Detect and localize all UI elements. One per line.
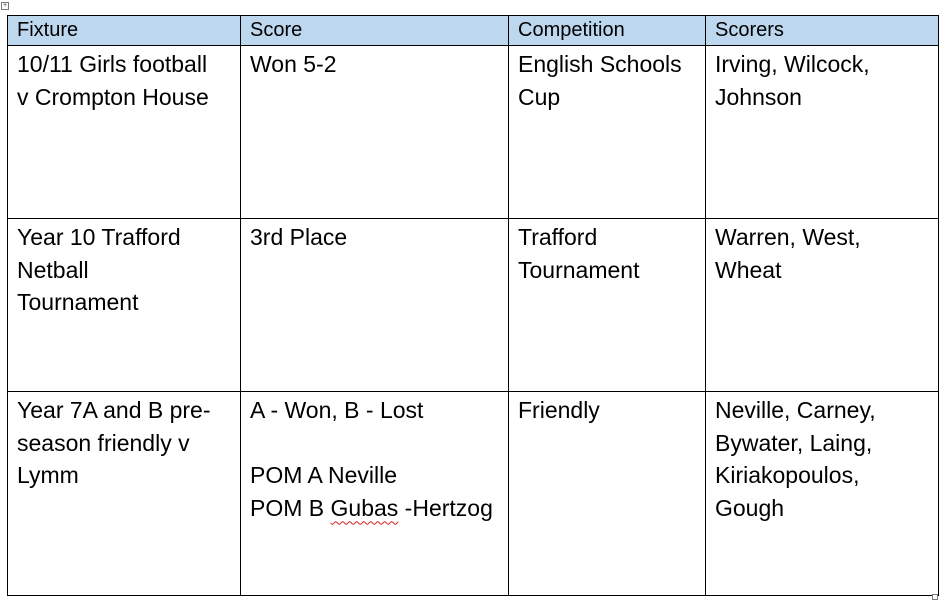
competition-cell[interactable] bbox=[509, 219, 706, 392]
header-score[interactable]: Score bbox=[241, 16, 509, 46]
cell-line: Bywater, Laing, bbox=[715, 429, 873, 456]
pom-b-suffix: -Hertzog bbox=[398, 494, 493, 521]
cell-line: 3rd Place bbox=[250, 224, 348, 250]
spelling-flagged-word[interactable]: Gubas bbox=[330, 494, 399, 521]
cell-line: Tournament bbox=[17, 289, 139, 315]
cell-line bbox=[250, 492, 502, 525]
cell-line: POM A Neville bbox=[250, 462, 397, 488]
cell-line: Neville, Carney, bbox=[715, 397, 876, 423]
score-cell[interactable] bbox=[241, 46, 509, 219]
cell-line: Year 7A and B pre- bbox=[17, 397, 211, 423]
cell-line: Cup bbox=[518, 83, 561, 110]
cell-line: Friendly bbox=[518, 397, 600, 423]
cell-line: Warren, West, bbox=[715, 224, 861, 250]
scorers-cell[interactable] bbox=[706, 46, 939, 219]
cell-line: Won 5-2 bbox=[250, 51, 337, 77]
cell-line: Lymm bbox=[17, 462, 79, 488]
competition-cell[interactable] bbox=[509, 46, 706, 219]
cell-line: Johnson bbox=[715, 83, 802, 110]
pom-b-prefix: POM B bbox=[250, 494, 331, 521]
table-row bbox=[8, 392, 939, 596]
fixture-cell[interactable] bbox=[8, 392, 241, 596]
table-row bbox=[8, 219, 939, 392]
fixture-cell[interactable] bbox=[8, 219, 241, 392]
score-cell[interactable] bbox=[241, 219, 509, 392]
competition-cell[interactable] bbox=[509, 392, 706, 596]
fixture-cell[interactable] bbox=[8, 46, 241, 219]
header-scorers[interactable]: Scorers bbox=[706, 16, 939, 46]
header-row bbox=[8, 16, 939, 46]
cell-line: v Crompton House bbox=[17, 83, 209, 110]
cell-line: English Schools bbox=[518, 51, 682, 77]
cell-line: Trafford bbox=[518, 224, 598, 250]
table-row bbox=[8, 46, 939, 219]
cell-line: Irving, Wilcock, bbox=[715, 51, 870, 77]
cell-line: Year 10 Trafford bbox=[17, 224, 181, 250]
fixtures-table bbox=[7, 15, 939, 596]
cell-line: Wheat bbox=[715, 256, 782, 283]
scorers-cell[interactable] bbox=[706, 219, 939, 392]
table-resize-handle[interactable] bbox=[932, 594, 938, 600]
cell-line: Tournament bbox=[518, 256, 640, 283]
cell-line: A - Won, B - Lost bbox=[250, 397, 424, 423]
scorers-cell[interactable] bbox=[706, 392, 939, 596]
cell-line: season friendly v bbox=[17, 429, 190, 456]
cell-line: Gough bbox=[715, 494, 785, 521]
score-cell[interactable] bbox=[241, 392, 509, 596]
cell-line: 10/11 Girls football bbox=[17, 51, 208, 77]
header-fixture[interactable]: Fixture bbox=[8, 16, 241, 46]
cell-line: Netball bbox=[17, 256, 89, 283]
empty-line bbox=[250, 427, 502, 460]
header-competition[interactable]: Competition bbox=[509, 16, 706, 46]
cell-line: Kiriakopoulos, bbox=[715, 462, 860, 488]
table-move-handle[interactable]: + bbox=[2, 2, 8, 9]
